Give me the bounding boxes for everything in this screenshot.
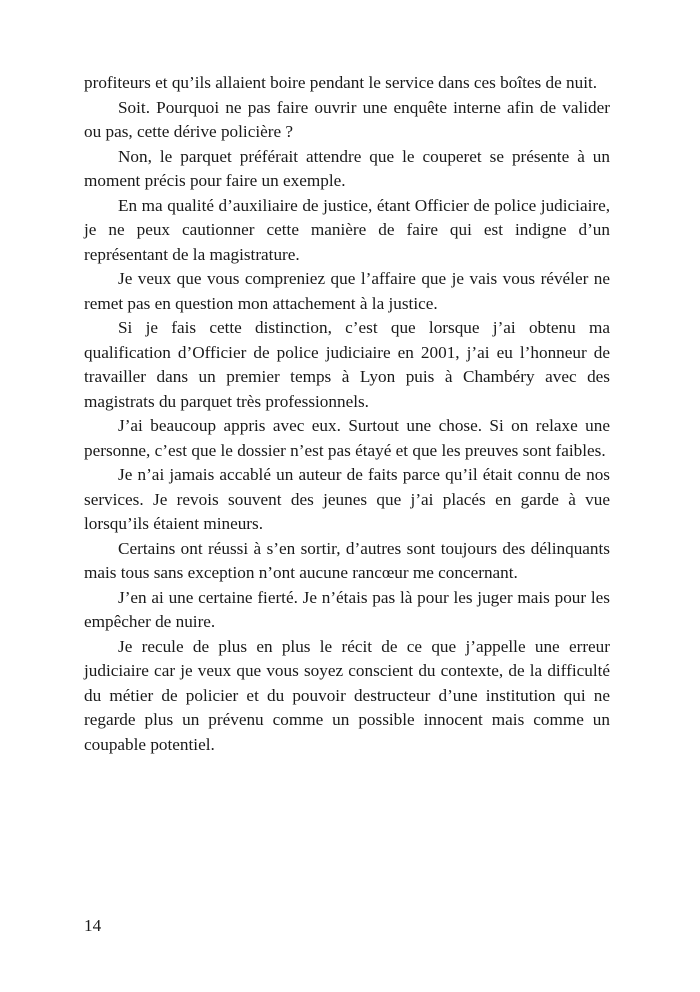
paragraph-11: Je recule de plus en plus le récit de ce que j’appelle une erreur judiciaire car je veux que vous soyez conscient du contexte, de la difficulté du métier de policier et du pouvoir destructeur d’une institution qui ne regarde plus un prévenu comme un possible innocent mais comme un coupable potentiel. xyxy=(84,636,610,754)
paragraph-4: En ma qualité d’auxiliaire de justice, étant Officier de police judiciaire, je ne peux cautionner cette manière de faire qui est indigne d’un représentant de la magistrature. xyxy=(84,195,610,264)
page-number: 14 xyxy=(84,916,102,935)
paragraph-10: J’en ai une certaine fierté. Je n’étais pas là pour les juger mais pour les empêcher de nuire. xyxy=(84,587,610,631)
paragraph-8: Je n’ai jamais accablé un auteur de faits parce qu’il était connu de nos services. Je revois souvent des jeunes que j’ai placés en garde à vue lorsqu’ils étaient mineurs. xyxy=(84,465,610,533)
paragraph-3: Non, le parquet préférait attendre que le couperet se présente à un moment précis pour faire un exemple. xyxy=(84,146,610,190)
body-text xyxy=(84,71,610,757)
paragraph-7: J’ai beaucoup appris avec eux. Surtout une chose. Si on relaxe une personne, c’est que le dossier n’est pas étayé et que les preuves sont faibles. xyxy=(84,416,610,460)
paragraph-2: Soit. Pourquoi ne pas faire ouvrir une enquête interne afin de valider ou pas, cette dérive policière ? xyxy=(84,97,610,141)
paragraph-1: profiteurs et qu’ils allaient boire pendant le service dans ces boîtes de nuit. xyxy=(84,73,598,92)
paragraph-5: Je veux que vous compreniez que l’affaire que je vais vous révéler ne remet pas en question mon attachement à la justice. xyxy=(84,269,610,313)
paragraph-9: Certains ont réussi à s’en sortir, d’autres sont toujours des délinquants mais tous sans exception n’ont aucune rancœur me concernant. xyxy=(84,538,610,582)
paragraph-6: Si je fais cette distinction, c’est que lorsque j’ai obtenu ma qualification d’Officier de police judiciaire en 2001, j’ai eu l’honneur de travailler dans un premier temps à Lyon puis à Chambéry avec des magistrats du parquet très professionnels. xyxy=(84,318,610,411)
